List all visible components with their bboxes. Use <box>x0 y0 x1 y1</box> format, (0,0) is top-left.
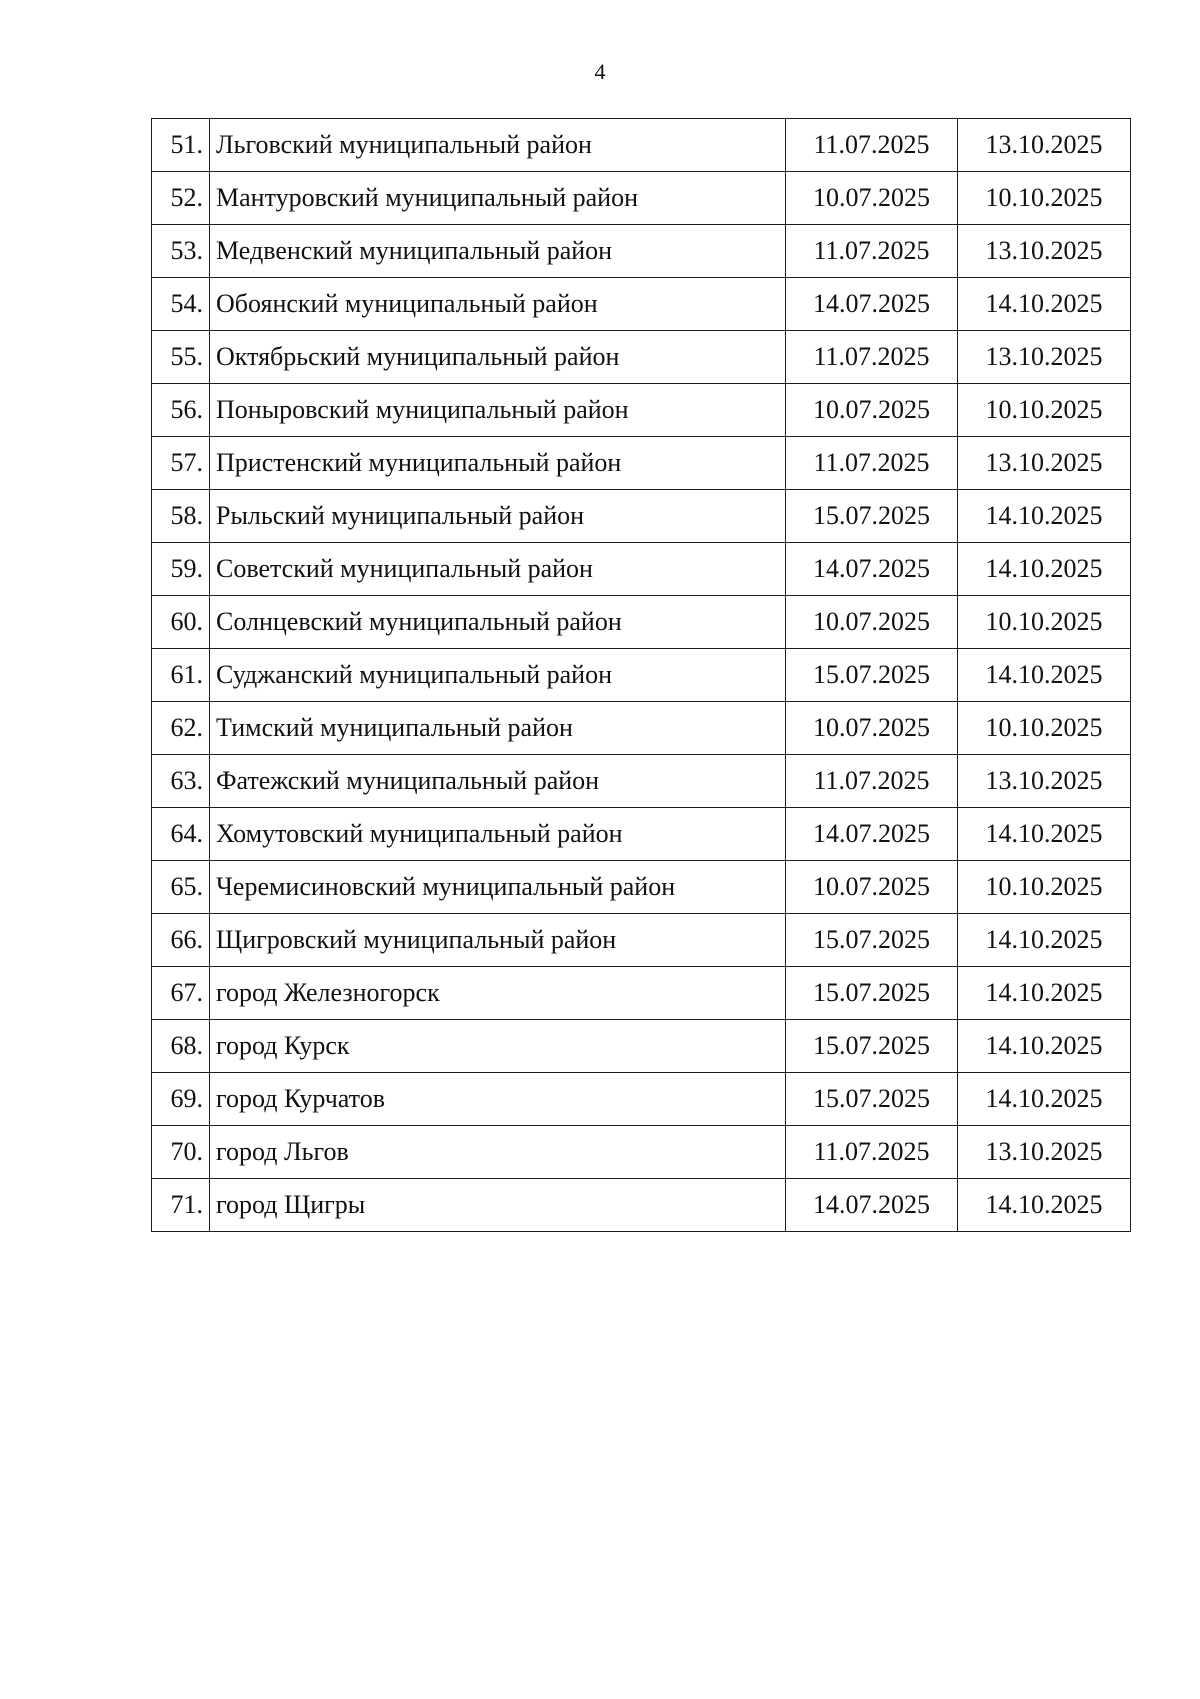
municipality-name: Советский муниципальный район <box>210 543 786 596</box>
start-date: 15.07.2025 <box>786 490 958 543</box>
start-date: 10.07.2025 <box>786 384 958 437</box>
municipality-name: Черемисиновский муниципальный район <box>210 861 786 914</box>
municipality-name: Фатежский муниципальный район <box>210 755 786 808</box>
municipality-name: Пристенский муниципальный район <box>210 437 786 490</box>
end-date: 13.10.2025 <box>958 755 1131 808</box>
table-row <box>152 649 1131 702</box>
end-date: 10.10.2025 <box>958 596 1131 649</box>
municipality-name: Тимский муниципальный район <box>210 702 786 755</box>
municipality-name: Щигровский муниципальный район <box>210 914 786 967</box>
table-row <box>152 808 1131 861</box>
start-date: 11.07.2025 <box>786 437 958 490</box>
table-row <box>152 1179 1131 1232</box>
municipality-name: город Курск <box>210 1020 786 1073</box>
start-date: 14.07.2025 <box>786 278 958 331</box>
start-date: 10.07.2025 <box>786 172 958 225</box>
table-row <box>152 172 1131 225</box>
municipality-name: Рыльский муниципальный район <box>210 490 786 543</box>
page-number: 4 <box>594 59 606 84</box>
start-date: 10.07.2025 <box>786 861 958 914</box>
start-date: 15.07.2025 <box>786 914 958 967</box>
table-row <box>152 437 1131 490</box>
municipality-name: Суджанский муниципальный район <box>210 649 786 702</box>
start-date: 15.07.2025 <box>786 1020 958 1073</box>
table-row <box>152 1073 1131 1126</box>
end-date: 14.10.2025 <box>958 543 1131 596</box>
start-date: 10.07.2025 <box>786 702 958 755</box>
municipality-name: Обоянский муниципальный район <box>210 278 786 331</box>
end-date: 14.10.2025 <box>958 278 1131 331</box>
row-number: 52. <box>152 172 210 225</box>
start-date: 14.07.2025 <box>786 808 958 861</box>
end-date: 14.10.2025 <box>958 1073 1131 1126</box>
start-date: 11.07.2025 <box>786 1126 958 1179</box>
row-number: 69. <box>152 1073 210 1126</box>
end-date: 13.10.2025 <box>958 437 1131 490</box>
start-date: 15.07.2025 <box>786 967 958 1020</box>
start-date: 11.07.2025 <box>786 225 958 278</box>
end-date: 14.10.2025 <box>958 1179 1131 1232</box>
row-number: 54. <box>152 278 210 331</box>
municipality-name: Поныровский муниципальный район <box>210 384 786 437</box>
end-date: 14.10.2025 <box>958 1020 1131 1073</box>
start-date: 15.07.2025 <box>786 1073 958 1126</box>
table-row <box>152 384 1131 437</box>
table-row <box>152 331 1131 384</box>
municipality-name: город Льгов <box>210 1126 786 1179</box>
end-date: 10.10.2025 <box>958 861 1131 914</box>
municipality-name: Льговский муниципальный район <box>210 119 786 172</box>
end-date: 14.10.2025 <box>958 914 1131 967</box>
row-number: 57. <box>152 437 210 490</box>
row-number: 67. <box>152 967 210 1020</box>
end-date: 14.10.2025 <box>958 649 1131 702</box>
end-date: 10.10.2025 <box>958 384 1131 437</box>
municipality-name: Октябрьский муниципальный район <box>210 331 786 384</box>
table-row <box>152 543 1131 596</box>
table-row <box>152 490 1131 543</box>
end-date: 14.10.2025 <box>958 490 1131 543</box>
end-date: 10.10.2025 <box>958 172 1131 225</box>
end-date: 14.10.2025 <box>958 967 1131 1020</box>
end-date: 10.10.2025 <box>958 702 1131 755</box>
table-row <box>152 755 1131 808</box>
table-row <box>152 914 1131 967</box>
start-date: 10.07.2025 <box>786 596 958 649</box>
table-row <box>152 967 1131 1020</box>
row-number: 71. <box>152 1179 210 1232</box>
row-number: 60. <box>152 596 210 649</box>
row-number: 63. <box>152 755 210 808</box>
municipality-name: город Щигры <box>210 1179 786 1232</box>
end-date: 13.10.2025 <box>958 225 1131 278</box>
municipality-name: Мантуровский муниципальный район <box>210 172 786 225</box>
municipality-name: город Железногорск <box>210 967 786 1020</box>
start-date: 15.07.2025 <box>786 649 958 702</box>
municipality-name: Хомутовский муниципальный район <box>210 808 786 861</box>
row-number: 62. <box>152 702 210 755</box>
row-number: 68. <box>152 1020 210 1073</box>
start-date: 11.07.2025 <box>786 119 958 172</box>
table-row <box>152 861 1131 914</box>
table-row <box>152 1126 1131 1179</box>
municipality-name: Солнцевский муниципальный район <box>210 596 786 649</box>
municipality-name: город Курчатов <box>210 1073 786 1126</box>
row-number: 55. <box>152 331 210 384</box>
table-row <box>152 225 1131 278</box>
end-date: 14.10.2025 <box>958 808 1131 861</box>
table-row <box>152 596 1131 649</box>
start-date: 14.07.2025 <box>786 1179 958 1232</box>
municipality-dates-table <box>151 118 1131 1232</box>
end-date: 13.10.2025 <box>958 119 1131 172</box>
row-number: 64. <box>152 808 210 861</box>
end-date: 13.10.2025 <box>958 1126 1131 1179</box>
row-number: 70. <box>152 1126 210 1179</box>
row-number: 58. <box>152 490 210 543</box>
row-number: 56. <box>152 384 210 437</box>
row-number: 65. <box>152 861 210 914</box>
start-date: 14.07.2025 <box>786 543 958 596</box>
row-number: 61. <box>152 649 210 702</box>
table-row <box>152 119 1131 172</box>
table-row <box>152 278 1131 331</box>
table-row <box>152 702 1131 755</box>
row-number: 51. <box>152 119 210 172</box>
end-date: 13.10.2025 <box>958 331 1131 384</box>
row-number: 53. <box>152 225 210 278</box>
start-date: 11.07.2025 <box>786 755 958 808</box>
row-number: 59. <box>152 543 210 596</box>
row-number: 66. <box>152 914 210 967</box>
start-date: 11.07.2025 <box>786 331 958 384</box>
municipality-name: Медвенский муниципальный район <box>210 225 786 278</box>
table-row <box>152 1020 1131 1073</box>
